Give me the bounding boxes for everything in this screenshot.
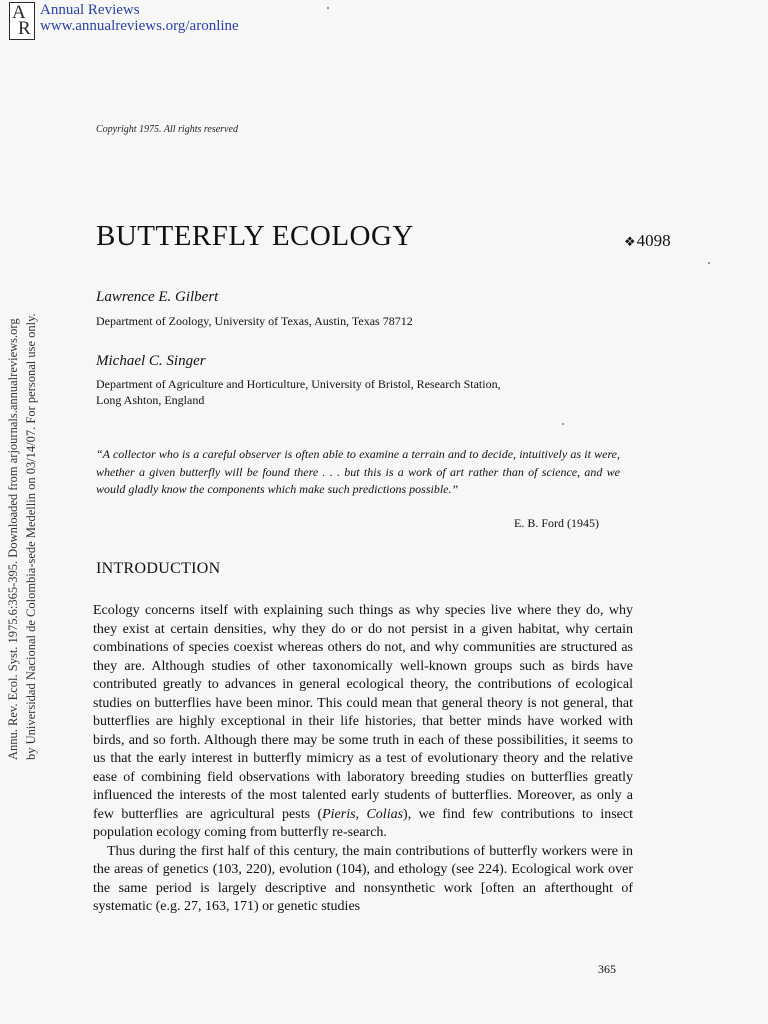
download-notice-sidebar — [0, 260, 50, 760]
article-title: BUTTERFLY ECOLOGY — [96, 220, 414, 252]
scan-speck — [562, 423, 564, 425]
copyright-notice: Copyright 1975. All rights reserved — [96, 124, 238, 135]
publisher-url-link[interactable]: www.annualreviews.org/aronline — [40, 18, 239, 34]
download-notice-line-1: Annu. Rev. Ecol. Syst. 1975.6:365-395. Downloaded from arjournals.annualreviews.org — [6, 318, 20, 760]
scan-speck — [708, 262, 710, 264]
section-heading: INTRODUCTION — [96, 560, 221, 577]
article-code-number: 4098 — [636, 231, 671, 250]
logo-letter-a: A — [12, 2, 26, 23]
scan-speck — [327, 7, 329, 9]
paragraph: Ecology concerns itself with explaining such things as why species live where they do, why they exist at certain densities, why they do or do not persist in a given habitat, why certain combinations of species coexist whereas others do not, and why communities are structured as they are. Although studies of other taxonomically well-known groups such as birds have contributed greatly to advances in general ecological theory, the contributions of ecological studies on butterflies have been minor. This could mean that general theory is not general, that butterflies are highly exceptional in their life histories, that better minds have worked with birds, and so forth. Although there may be some truth in each of these possibilities, it seems to us that the early interest in butterfly mimicry as a test of evolutionary theory and the relative ease of combining field observations with laboratory breeding studies on butterflies greatly influenced the interests of the most talented early students of butterflies. Moreover, as only a few butterflies are agricultural pests (Pieris, Colias), we find few contributions to insect population ecology coming from butterfly re-search. — [93, 603, 633, 840]
annual-reviews-logo — [9, 2, 35, 40]
article-code — [624, 231, 671, 251]
diamond-icon: ❖ — [624, 234, 636, 249]
author-affiliation: Department of Agriculture and Horticulture, University of Bristol, Research Station, — [96, 377, 501, 391]
epigraph-quote: “A collector who is a careful observer is often able to examine a terrain and to decide, intuitively as it were, whether a given butterfly will be found there . . . but this is a work of art rather than of science, and we would gladly know the components which make such predictions possible.” — [96, 447, 620, 496]
publisher-name[interactable]: Annual Reviews — [40, 2, 140, 18]
paragraph: Thus during the first half of this century, the main contributions of butterfly workers were in the areas of genetics (103, 220), evolution (104), and ethology (see 224). Ecological work over the same period is largely descriptive and nonsynthetic work [often an afterthought of systematic (e.g. 27, 163, 171) or genetic studies — [93, 843, 633, 914]
genera-names: Pieris, Colias — [322, 806, 404, 822]
author-affiliation: Long Ashton, England — [96, 393, 205, 407]
body-text — [93, 602, 633, 917]
page-number: 365 — [598, 962, 616, 976]
logo-letter-r: R — [18, 18, 31, 39]
author-affiliation: Department of Zoology, University of Texas, Austin, Texas 78712 — [96, 314, 413, 328]
author-name: Michael C. Singer — [96, 353, 206, 369]
download-notice-line-2: by Universidad Nacional de Colombia-sede Medellin on 03/14/07. For personal use only. — [24, 313, 38, 760]
author-name: Lawrence E. Gilbert — [96, 289, 219, 305]
epigraph-attribution: E. B. Ford (1945) — [514, 516, 599, 530]
